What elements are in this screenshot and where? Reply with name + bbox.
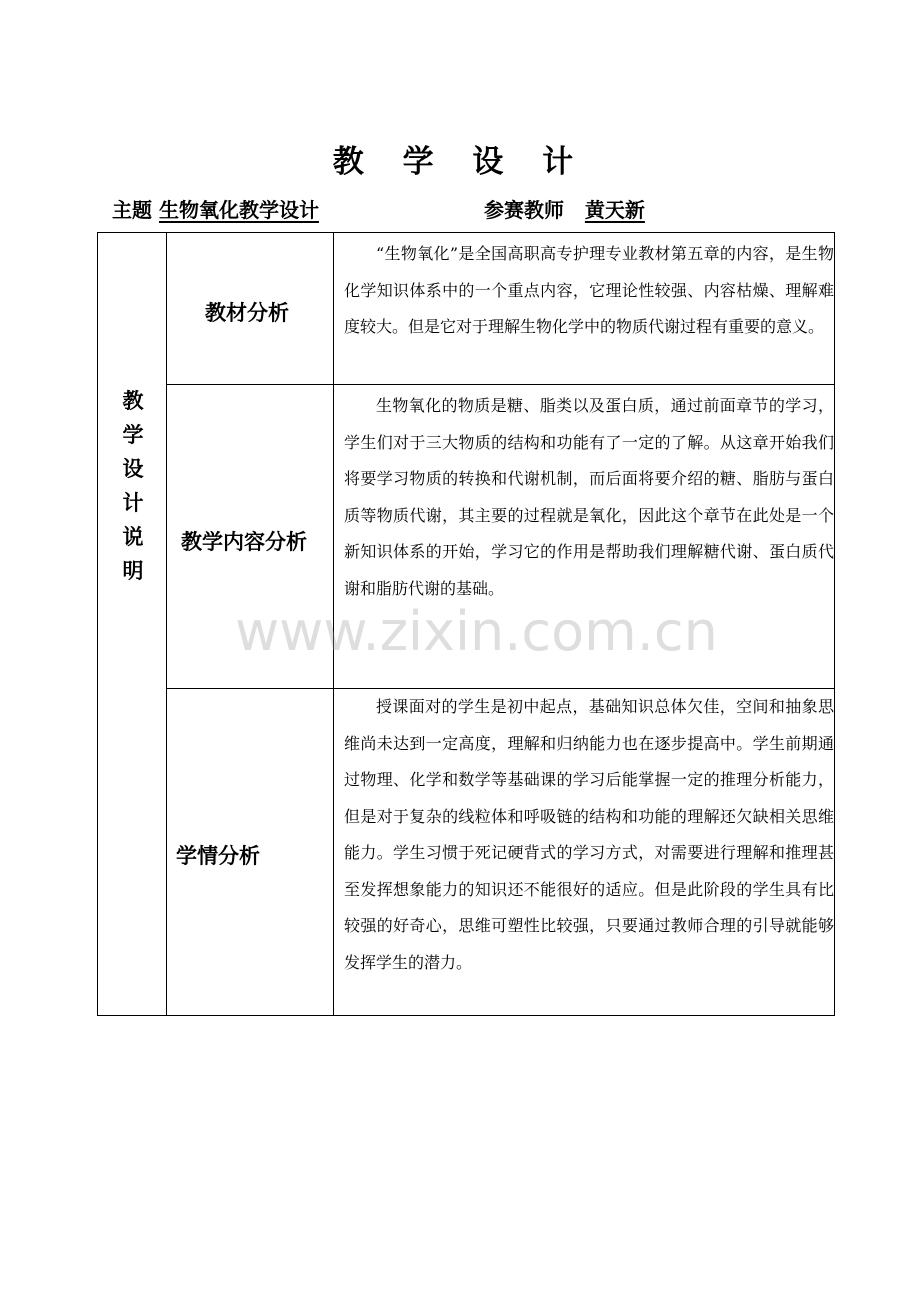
- teacher-label: 参赛教师: [484, 198, 564, 222]
- table-border-left: [97, 232, 98, 1016]
- watermark: www.zixin.com.cn: [235, 600, 718, 663]
- row-divider-1: [166, 384, 835, 385]
- row-content-student-analysis: 授课面对的学生是初中起点，基础知识总体欠佳，空间和抽象思维尚未达到一定高度，理解和归纳能力也在逐步提高中。学生前期通过物理、化学和数学等基础课的学习后能掌握一定的推理分析能力，但是对于复杂的线粒体和呼吸链的结构和功能的理解还欠缺相关思维能力。学生习惯于死记硬背式的学习方式，对需要进行理解和推理甚至发挥想象能力的知识还不能很好的适应。但是此阶段的学生具有比较强的好奇心，思维可塑性比较强，只要通过教师合理的引导就能够发挥学生的潜力。: [344, 697, 834, 972]
- side-label-char: 计: [122, 491, 144, 515]
- side-label-char: 明: [122, 559, 144, 583]
- table-border-top: [97, 232, 835, 233]
- row-label-textbook-analysis: 教材分析: [205, 301, 289, 325]
- teacher-value: 黄天新: [584, 198, 645, 222]
- row-content-textbook-analysis: “生物氧化”是全国高职高专护理专业教材第五章的内容，是生物化学知识体系中的一个重点内容，它理论性较强、内容枯燥、理解难度较大。但是它对于理解生物化学中的物质代谢过程有重要的意义。: [344, 244, 834, 336]
- teacher-line: [484, 194, 645, 223]
- table-divider-col1: [166, 232, 167, 1016]
- row-label-content-analysis: 教学内容分析: [181, 530, 307, 554]
- document-title: 教 学 设 计: [332, 144, 588, 180]
- topic-line: [112, 194, 319, 223]
- table-border-bottom: [97, 1015, 835, 1016]
- table-border-right: [834, 232, 835, 1016]
- row-content-content-analysis: 生物氧化的物质是糖、脂类以及蛋白质，通过前面章节的学习，学生们对于三大物质的结构和功能有了一定的了解。从这章开始我们将要学习物质的转换和代谢机制，而后面将要介绍的糖、脂肪与蛋白质等物质代谢，其主要的过程就是氧化，因此这个章节在此处是一个新知识体系的开始，学习它的作用是帮助我们理解糖代谢、蛋白质代谢和脂肪代谢的基础。: [344, 396, 834, 598]
- side-label-char: 学: [122, 423, 144, 447]
- side-label-char: 教: [122, 389, 144, 413]
- side-label-teaching-design-notes: [98, 384, 168, 588]
- side-label-char: 说: [122, 525, 144, 549]
- row-label-student-analysis: 学情分析: [176, 844, 260, 868]
- topic-label: 主题: [112, 198, 152, 222]
- side-label-char: 设: [122, 457, 144, 481]
- topic-value: 生物氧化教学设计: [158, 198, 319, 222]
